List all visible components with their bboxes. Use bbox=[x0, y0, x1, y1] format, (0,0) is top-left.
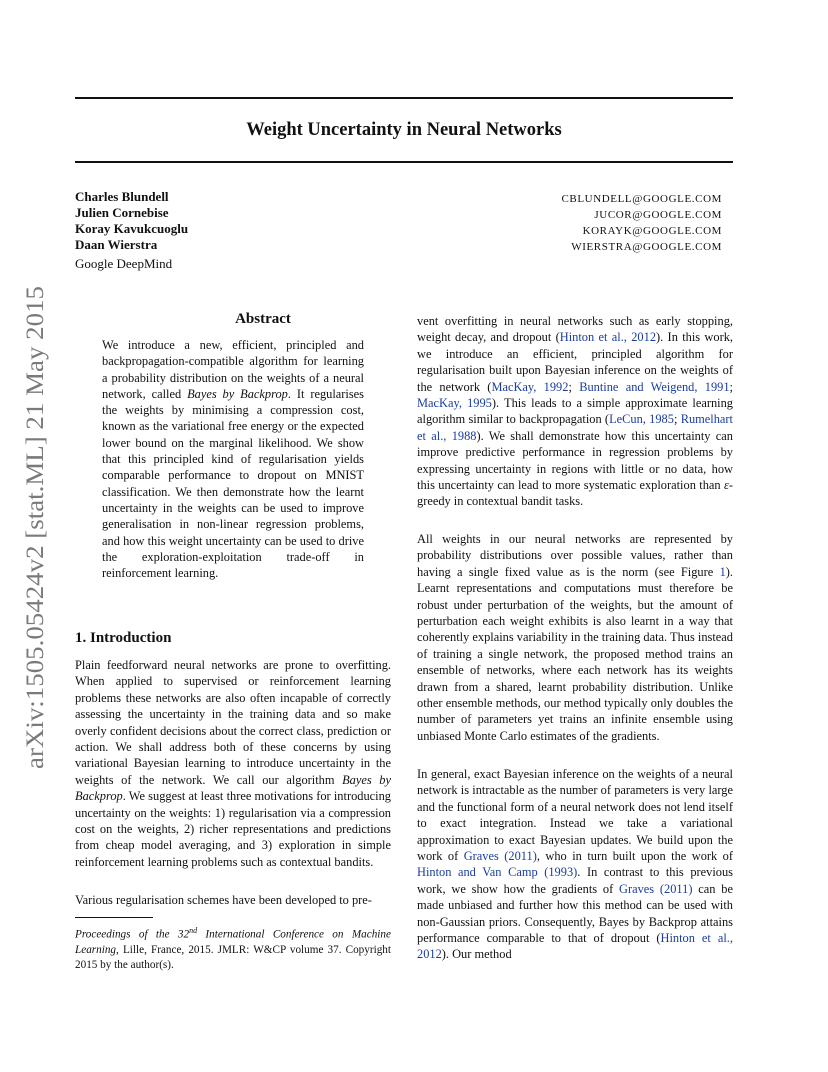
footnote-superscript: nd bbox=[189, 926, 198, 935]
citation-link[interactable]: LeCun, 1985 bbox=[609, 412, 674, 427]
citation-link[interactable]: MacKay, 1992 bbox=[491, 379, 569, 394]
abstract-emphasis: Bayes by Backprop bbox=[187, 386, 288, 401]
paragraph-text: vent overfitting in neural networks such as early stopping, weight decay, and dropout ( bbox=[417, 314, 733, 345]
author-email[interactable]: CBLUNDELL@GOOGLE.COM bbox=[561, 193, 722, 205]
paragraph-text: -greedy in contextual bandit tasks. bbox=[417, 478, 733, 509]
author-name: Julien Cornebise bbox=[75, 205, 169, 220]
paragraph-text: , who in turn built upon the work of bbox=[536, 849, 734, 864]
paragraph-text: ; bbox=[729, 379, 733, 394]
paragraph-text: can be made unbiased and further how this method can be used with non-Gaussian priors. Consequently, Bayes by Backprop attains performance comparable to that of dropout ( bbox=[417, 881, 733, 946]
arxiv-side-svg bbox=[13, 285, 53, 770]
abstract-text: . It regularises the weights by minimising a compression cost, known as the variational free energy or the expected lower bound on the marginal likelihood. We show that this principled kind of regularisation yields comparable performance to dropout on MNIST classification. We then demonstrate how the learnt uncertainty in the weights can be used to improve generalisation in non-linear regression problems, and how this weight uncertainty can be used to drive the exploration-exploitation trade-off in reinforcement learning. bbox=[102, 386, 364, 581]
right-paragraph bbox=[417, 766, 733, 963]
paragraph-text: ). This leads to a simple approximate learning algorithm similar to backpropagation ( bbox=[417, 396, 733, 427]
author-email[interactable]: KORAYK@GOOGLE.COM bbox=[582, 225, 722, 237]
title-bottom-rule bbox=[75, 161, 733, 163]
paragraph-text: All weights in our neural networks are represented by probability distributions over possible values, rather than having a single fixed value as is the norm (see Figure bbox=[417, 532, 733, 579]
email-list bbox=[561, 191, 722, 255]
figure-reference-link[interactable]: 1 bbox=[719, 564, 726, 579]
paragraph-text: ). Learnt representations and computations must therefore be robust under perturbation of the weights, but the amount of perturbation each weight exhibits is also learnt in a way that coherently explains variability in the training data. Thus instead of training a single network, the proposed method trains an ensemble of networks, where each network has its weights drawn from a shared, learnt probability distribution. Unlike other ensemble methods, our method typically only doubles the number of parameters yet trains an infinite ensemble using unbiased Monte Carlo estimates of the gradients. bbox=[417, 564, 733, 743]
arxiv-side-stamp bbox=[13, 285, 53, 770]
author-name: Daan Wierstra bbox=[75, 237, 158, 252]
citation-link[interactable]: Graves (2011) bbox=[619, 881, 693, 896]
paragraph-text: Plain feedforward neural networks are prone to overfitting. When applied to supervised or reinforcement learning problems these networks are also often incapable of correctly assessing the uncertainty in the training data and so make overly confident decisions about the correct class, prediction or action. We shall address both of these concerns by using variational Bayesian learning to introduce uncertainty in the weights of the network. We call our algorithm bbox=[75, 658, 391, 787]
section-heading: 1. Introduction bbox=[75, 630, 172, 646]
intro-paragraph: Various regularisation schemes have been developed to pre- bbox=[75, 893, 372, 907]
footnote-emphasis: Proceedings of the 32 bbox=[75, 928, 190, 941]
paper-title: Weight Uncertainty in Neural Networks bbox=[246, 120, 562, 140]
citation-link[interactable]: Graves (2011) bbox=[463, 849, 537, 864]
citation-link[interactable]: Hinton and Van Camp (1993) bbox=[417, 865, 578, 880]
citation-link[interactable]: Rumelhart et al., 1988 bbox=[417, 412, 733, 443]
right-paragraph bbox=[417, 531, 733, 744]
paragraph-text: ). We shall demonstrate how this uncertainty can improve predictive performance in regression problems by expressing uncertainty in regions with little or no data, how this uncertainty can lead to more systematic exploration than bbox=[417, 428, 733, 493]
paragraph-text: . We suggest at least three motivations for introducing uncertainty on the weights: 1) regularisation via a compression cost on the weights, 2) richer representations and predictions from cheap model averaging, and 3) exploration in simple reinforcement learning problems such as contextual bandits. bbox=[75, 789, 391, 869]
affiliation: Google DeepMind bbox=[75, 256, 173, 271]
author-list bbox=[75, 189, 188, 272]
author-name: Charles Blundell bbox=[75, 189, 169, 204]
footnote-rule bbox=[75, 917, 153, 918]
footnote bbox=[75, 923, 391, 973]
intro-paragraph bbox=[75, 657, 391, 870]
citation-link[interactable]: Buntine and Weigend, 1991 bbox=[579, 379, 730, 394]
abstract-body bbox=[102, 337, 364, 581]
paragraph-text: In general, exact Bayesian inference on the weights of a neural network is intractable as the number of parameters is very large and the functional form of a neural network does not lend itself to exact integration. Instead we take a variational approximation to exact Bayesian updates. We build upon the work of bbox=[417, 767, 733, 864]
citation-link[interactable]: Hinton et al., 2012 bbox=[559, 330, 657, 345]
citation-link[interactable]: Hinton et al., 2012 bbox=[417, 931, 733, 962]
right-paragraph bbox=[417, 313, 733, 510]
abstract-heading: Abstract bbox=[235, 311, 291, 327]
citation-link[interactable]: MacKay, 1995 bbox=[417, 396, 492, 411]
author-email[interactable]: JUCOR@GOOGLE.COM bbox=[594, 209, 722, 221]
footnote-emphasis: International Conference on Machine Learning bbox=[75, 928, 391, 956]
footnote-text: , Lille, France, 2015. JMLR: W&CP volume 37. Copyright 2015 by the author(s). bbox=[75, 943, 391, 972]
author-name: Koray Kavukcuoglu bbox=[75, 221, 189, 236]
abstract-text: We introduce a new, efficient, principled and backpropagation-compatible algorithm for learning a probability distribution on the weights of a neural network, called bbox=[102, 338, 364, 401]
epsilon-symbol: ε bbox=[723, 478, 729, 493]
paragraph-text: ; bbox=[673, 412, 681, 427]
paragraph-text: ; bbox=[568, 379, 580, 394]
top-rule bbox=[75, 97, 733, 99]
author-email[interactable]: WIERSTRA@GOOGLE.COM bbox=[571, 241, 722, 253]
arxiv-identifier: arXiv:1505.05424v2 [stat.ML] 21 May 2015 bbox=[22, 320, 49, 769]
paragraph-text: ). In this work, we introduce an efficient, principled algorithm for regularisation built upon Bayesian inference on the weights of the network ( bbox=[417, 330, 733, 394]
paragraph-text: ). Our method bbox=[441, 947, 512, 962]
paragraph-text: . In contrast to this previous work, we show how the gradients of bbox=[417, 865, 733, 896]
method-name-emphasis: Bayes by Backprop bbox=[75, 772, 391, 804]
